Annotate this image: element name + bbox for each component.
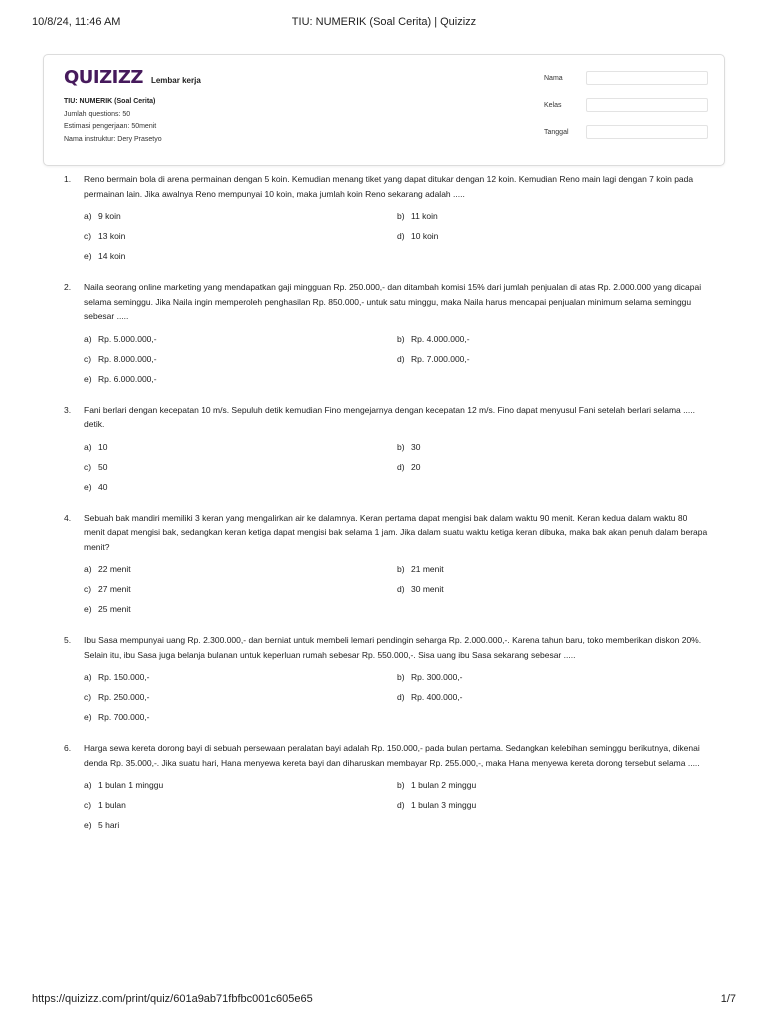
question-count: Jumlah questions: 50 [64, 110, 131, 118]
answer-option[interactable] [84, 461, 397, 473]
question-text-row [64, 172, 710, 201]
option-text: Rp. 4.000.000,- [411, 333, 470, 344]
answer-option[interactable] [397, 210, 697, 222]
option-text: Rp. 5.000.000,- [98, 333, 157, 344]
answer-option[interactable] [84, 373, 397, 385]
answer-option[interactable] [84, 583, 397, 595]
question-text: Fani berlari dengan kecepatan 10 m/s. Sepuluh detik kemudian Fino mengejarnya dengan kecepatan 12 m/s. Fino dapat menyusul Fani setelah berlari selama ..... detik. [84, 404, 695, 429]
page-number: 1/7 [720, 993, 736, 1005]
option-text: Rp. 8.000.000,- [98, 353, 157, 364]
answer-options [84, 779, 710, 831]
answer-option[interactable] [84, 799, 397, 811]
option-letter: c) [84, 692, 92, 702]
option-text: 21 menit [411, 564, 444, 574]
option-text: 40 [98, 481, 108, 492]
question-number: 3. [64, 404, 72, 415]
answer-option[interactable] [397, 333, 697, 345]
date-field-row [544, 123, 708, 141]
answer-option[interactable] [397, 353, 697, 365]
option-letter: e) [84, 481, 92, 492]
answer-option[interactable] [397, 563, 697, 575]
answer-option[interactable] [397, 441, 697, 453]
answer-option[interactable] [84, 353, 397, 365]
logo-row [64, 67, 201, 88]
option-text: Rp. 250.000,- [98, 692, 150, 702]
answer-option[interactable] [84, 819, 397, 831]
answer-options [84, 563, 710, 615]
option-text: Rp. 7.000.000,- [411, 353, 470, 364]
option-text: 1 bulan 2 minggu [411, 780, 477, 790]
question-text-row [64, 511, 710, 555]
name-label: Nama [544, 74, 563, 82]
question-item [64, 172, 710, 262]
option-letter: c) [84, 584, 92, 594]
option-text: 14 koin [98, 251, 126, 261]
student-fields [544, 69, 708, 150]
option-text: 27 menit [98, 584, 131, 594]
instructor-name: Nama instruktur: Dery Prasetyo [64, 135, 162, 143]
question-text: Reno bermain bola di arena permainan dengan 5 koin. Kemudian menang tiket yang dapat ditukar dengan 12 koin. Kemudian Reno main lagi dengan 7 koin pada permainan lain. Jika awalnya Reno mempunyai 10 koin, maka jumlah koin Reno sekarang adalah ..... [84, 174, 694, 199]
answer-option[interactable] [84, 671, 397, 683]
question-text-row [64, 403, 710, 432]
answer-option[interactable] [397, 799, 697, 811]
name-field-row [544, 69, 708, 87]
option-text: Rp. 150.000,- [98, 672, 150, 682]
option-letter: d) [397, 692, 405, 702]
option-letter: b) [397, 211, 405, 221]
worksheet-label: Lembar kerja [150, 76, 201, 85]
option-text: 30 menit [411, 584, 444, 594]
answer-option[interactable] [84, 210, 397, 222]
option-letter: d) [397, 584, 405, 594]
option-letter: b) [397, 564, 405, 574]
answer-option[interactable] [397, 671, 697, 683]
question-number: 1. [64, 174, 72, 184]
date-field[interactable] [586, 125, 708, 139]
question-text: Harga sewa kereta dorong bayi di sebuah persewaan peralatan bayi adalah Rp. 150.000,- pada bulan pertama. Sedangkan kelebihan seminggu berikutnya, dikenai denda Rp. 35.000,-. Jika suatu hari, Hana menyewa kereta bayi dan diharuskan membayar Rp. 255.000,-, maka Hana menyewa kereta dorong tersebut selama ..... [84, 743, 700, 768]
option-letter: c) [84, 231, 92, 241]
question-item [64, 403, 710, 493]
answer-option[interactable] [84, 603, 397, 615]
answer-option[interactable] [84, 691, 397, 703]
option-text: 1 bulan 1 minggu [98, 780, 164, 790]
question-item [64, 633, 710, 723]
option-text: 13 koin [98, 231, 126, 241]
option-text: 10 [98, 441, 108, 452]
answer-option[interactable] [84, 779, 397, 791]
option-text: Rp. 700.000,- [98, 712, 150, 722]
option-text: 5 hari [98, 820, 120, 830]
answer-options [84, 441, 710, 493]
question-number: 4. [64, 512, 72, 523]
answer-options [84, 333, 710, 385]
answer-option[interactable] [397, 779, 697, 791]
question-item [64, 280, 710, 385]
option-letter: e) [84, 712, 92, 722]
question-text-row [64, 741, 710, 770]
class-field-row [544, 96, 708, 114]
option-text: 25 menit [98, 604, 131, 614]
option-letter: c) [84, 353, 92, 364]
option-text: 20 [411, 461, 421, 472]
option-text: 11 koin [411, 211, 438, 221]
answer-option[interactable] [84, 711, 397, 723]
option-text: 1 bulan [98, 800, 126, 810]
option-letter: a) [84, 564, 92, 574]
quiz-title: TIU: NUMERIK (Soal Cerita) [64, 98, 156, 105]
option-letter: b) [397, 333, 405, 344]
option-letter: c) [84, 461, 92, 472]
worksheet-header-card [43, 54, 725, 166]
quizizz-logo: QUIZIZZ [64, 67, 143, 88]
option-letter: e) [84, 604, 92, 614]
print-url: https://quizizz.com/print/quiz/601a9ab71fbfbc001c605e65 [32, 993, 313, 1005]
option-letter: e) [84, 820, 92, 830]
option-letter: c) [84, 800, 92, 810]
option-text: 9 koin [98, 211, 121, 221]
question-item [64, 511, 710, 616]
time-estimate: Estimasi pengerjaan: 50menit [64, 123, 157, 130]
option-letter: a) [84, 441, 92, 452]
option-letter: a) [84, 672, 92, 682]
option-letter: b) [397, 672, 405, 682]
answer-option[interactable] [84, 441, 397, 453]
quiz-info [64, 96, 162, 146]
answer-option[interactable] [397, 691, 697, 703]
question-number: 2. [64, 282, 72, 292]
option-letter: b) [397, 441, 405, 452]
answer-option[interactable] [84, 250, 397, 262]
option-text: Rp. 400.000,- [411, 692, 463, 702]
answer-options [84, 671, 710, 723]
answer-option[interactable] [84, 481, 397, 493]
question-item [64, 741, 710, 831]
name-field[interactable] [586, 71, 708, 85]
question-text: Sebuah bak mandiri memiliki 3 keran yang mengalirkan air ke dalamnya. Keran pertama dapat mengisi bak dalam waktu 90 menit. Keran kedua dalam waktu 80 menit dapat mengisi bak, sedangkan keran ketiga dapat mengisi bak selama 1 jam. Jika dalam suatu waktu ketiga keran dibuka, maka bak akan penuh dalam berapa menit? [84, 512, 708, 552]
question-text: Naila seorang online marketing yang mendapatkan gaji mingguan Rp. 250.000,- dan ditambah komisi 15% dari jumlah penjualan di atas Rp. 2.000.000 yang dicapai selama seminggu. Jika Naila ingin memperoleh penghasilan Rp. 850.000,- untuk satu minggu, maka Naila harus mencapai penjualan minimum selama seminggu sebesar ..... [84, 282, 702, 321]
answer-option[interactable] [84, 333, 397, 345]
print-footer [32, 993, 736, 1005]
option-letter: a) [84, 333, 92, 344]
question-number: 5. [64, 635, 72, 645]
question-text: Ibu Sasa mempunyai uang Rp. 2.300.000,- dan berniat untuk membeli lemari pendingin seharga Rp. 2.000.000,-. Karena tahun baru, toko memberikan diskon 20%. Selain itu, ibu Sasa juga belanja bulanan untuk keperluan rumah sebesar Rp. 550.000,-. Sisa uang ibu Sasa sekarang sebesar ..... [84, 635, 702, 660]
option-text: 10 koin [411, 231, 439, 241]
answer-options [84, 210, 710, 262]
option-text: 1 bulan 3 minggu [411, 800, 477, 810]
question-list [64, 172, 710, 849]
print-datetime: 10/8/24, 11:46 AM [32, 16, 121, 28]
answer-option[interactable] [397, 230, 697, 242]
answer-option[interactable] [397, 461, 697, 473]
class-field[interactable] [586, 98, 708, 112]
option-letter: a) [84, 211, 92, 221]
question-number: 6. [64, 743, 72, 753]
date-label: Tanggal [544, 128, 569, 136]
option-text: 30 [411, 441, 421, 452]
option-letter: d) [397, 461, 405, 472]
question-text-row [64, 633, 710, 662]
option-letter: e) [84, 373, 92, 384]
question-text-row [64, 280, 710, 324]
option-letter: d) [397, 353, 405, 364]
answer-option[interactable] [84, 230, 397, 242]
option-text: 22 menit [98, 564, 131, 574]
print-header [32, 16, 736, 28]
option-letter: d) [397, 231, 405, 241]
option-letter: a) [84, 780, 92, 790]
print-page-title: TIU: NUMERIK (Soal Cerita) | Quizizz [291, 16, 477, 28]
option-text: Rp. 6.000.000,- [98, 373, 157, 384]
option-letter: d) [397, 800, 405, 810]
answer-option[interactable] [397, 583, 697, 595]
option-text: 50 [98, 461, 108, 472]
option-text: Rp. 300.000,- [411, 672, 463, 682]
option-letter: e) [84, 251, 92, 261]
option-letter: b) [397, 780, 405, 790]
class-label: Kelas [544, 101, 562, 109]
answer-option[interactable] [84, 563, 397, 575]
